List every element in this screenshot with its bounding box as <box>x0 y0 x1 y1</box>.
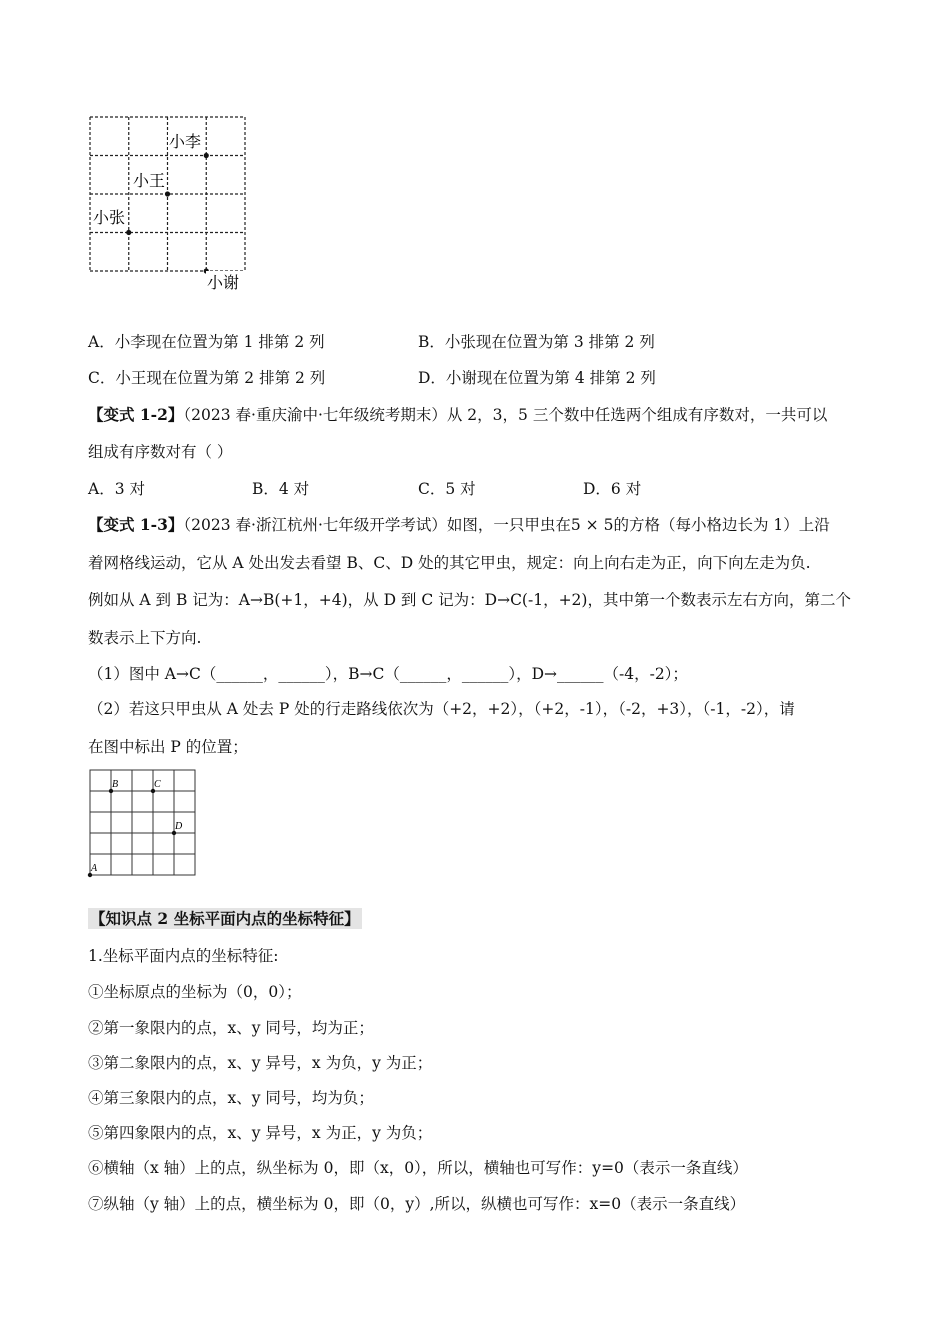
question-1-3-part1: （1）图中 A→C（______，______），B→C（______，______），D→______（-4，-2）； <box>88 665 688 683</box>
knowledge-2-item: ④第三象限内的点，x、y 同号，均为负； <box>88 1089 374 1107</box>
question-1-3-part2-line2: 在图中标出 P 的位置； <box>88 738 248 756</box>
question-1-3-part2-line1: （2）若这只甲虫从 A 处去 P 处的行走路线依次为（+2，+2），（+2，-1），（-2，+3），（-1，-2），请 <box>88 700 795 718</box>
question-1-2-line1: （2023 春·重庆渝中·七年级统考期末）从 2，3，5 三个数中任选两个组成有序数对，一共可以 <box>183 406 828 424</box>
beetle-label-a: A <box>91 863 98 874</box>
knowledge-2-item: ⑦纵轴（y 轴）上的点，横坐标为 0，即（0，y）,所以，纵横也可写作：x=0（表示一条直线） <box>88 1195 746 1213</box>
question-1-3-line3: 例如从 A 到 B 记为：A→B(+1，+4)，从 D 到 C 记为：D→C(-1，+2)，其中第一个数表示左右方向，第二个 <box>88 591 851 609</box>
knowledge-2-item: ②第一象限内的点，x、y 同号，均为正； <box>88 1019 374 1037</box>
question-1-2-option-d: D．6 对 <box>583 480 642 498</box>
option-c: C．小王现在位置为第 2 排第 2 列 <box>88 369 326 387</box>
question-1-2-option-b: B．4 对 <box>252 480 310 498</box>
option-b: B．小张现在位置为第 3 排第 2 列 <box>418 333 655 351</box>
seat-point-li <box>204 153 209 158</box>
knowledge-2-item: ⑤第四象限内的点，x、y 异号，x 为正，y 为负； <box>88 1124 433 1142</box>
question-1-2-option-a: A．3 对 <box>88 480 145 498</box>
option-a: A．小李现在位置为第 1 排第 2 列 <box>88 333 325 351</box>
knowledge-2-item: ③第二象限内的点，x、y 异号，x 为负，y 为正； <box>88 1054 433 1072</box>
seat-label-wang: 小王 <box>133 171 166 190</box>
knowledge-2-heading-text: 【知识点 2 坐标平面内点的坐标特征】 <box>90 909 360 928</box>
question-1-2-option-c: C．5 对 <box>418 480 476 498</box>
beetle-label-d: D <box>175 821 183 832</box>
option-d: D．小谢现在位置为第 4 排第 2 列 <box>418 369 656 387</box>
beetle-label-b: B <box>112 779 119 790</box>
question-1-3-stem <box>88 513 830 535</box>
seat-label-li: 小李 <box>169 132 202 151</box>
seat-point-zhang <box>126 230 131 235</box>
question-1-3-line4: 数表示上下方向. <box>88 629 202 647</box>
knowledge-2-item: ⑥横轴（x 轴）上的点，纵坐标为 0，即（x，0），所以，横轴也可写作：y=0（表示一条直线） <box>88 1159 748 1177</box>
beetle-grid-figure <box>84 765 200 880</box>
question-1-3-tag: 【变式 1-3】 <box>88 515 184 534</box>
knowledge-2-item: ①坐标原点的坐标为（0，0）； <box>88 983 302 1001</box>
seat-label-zhang: 小张 <box>93 208 126 227</box>
beetle-label-c: C <box>154 779 161 790</box>
question-1-2-line2: 组成有序数对有（ ） <box>88 443 233 461</box>
seat-label-xie: 小谢 <box>207 273 240 292</box>
knowledge-2-item: 1.坐标平面内点的坐标特征: <box>88 947 279 965</box>
question-1-3-line1: （2023 春·浙江杭州·七年级开学考试）如图，一只甲虫在5 × 5的方格（每小格边长为 1）上沿 <box>183 516 830 534</box>
seat-grid-figure <box>80 105 255 305</box>
question-1-3-line2: 着网格线运动，它从 A 处出发去看望 B、C、D 处的其它甲虫，规定：向上向右走为正，向下向左走为负. <box>88 554 811 572</box>
knowledge-2-heading <box>88 907 362 929</box>
question-1-2-stem <box>88 403 827 425</box>
question-1-2-tag: 【变式 1-2】 <box>88 405 184 424</box>
seat-point-wang <box>165 191 170 196</box>
